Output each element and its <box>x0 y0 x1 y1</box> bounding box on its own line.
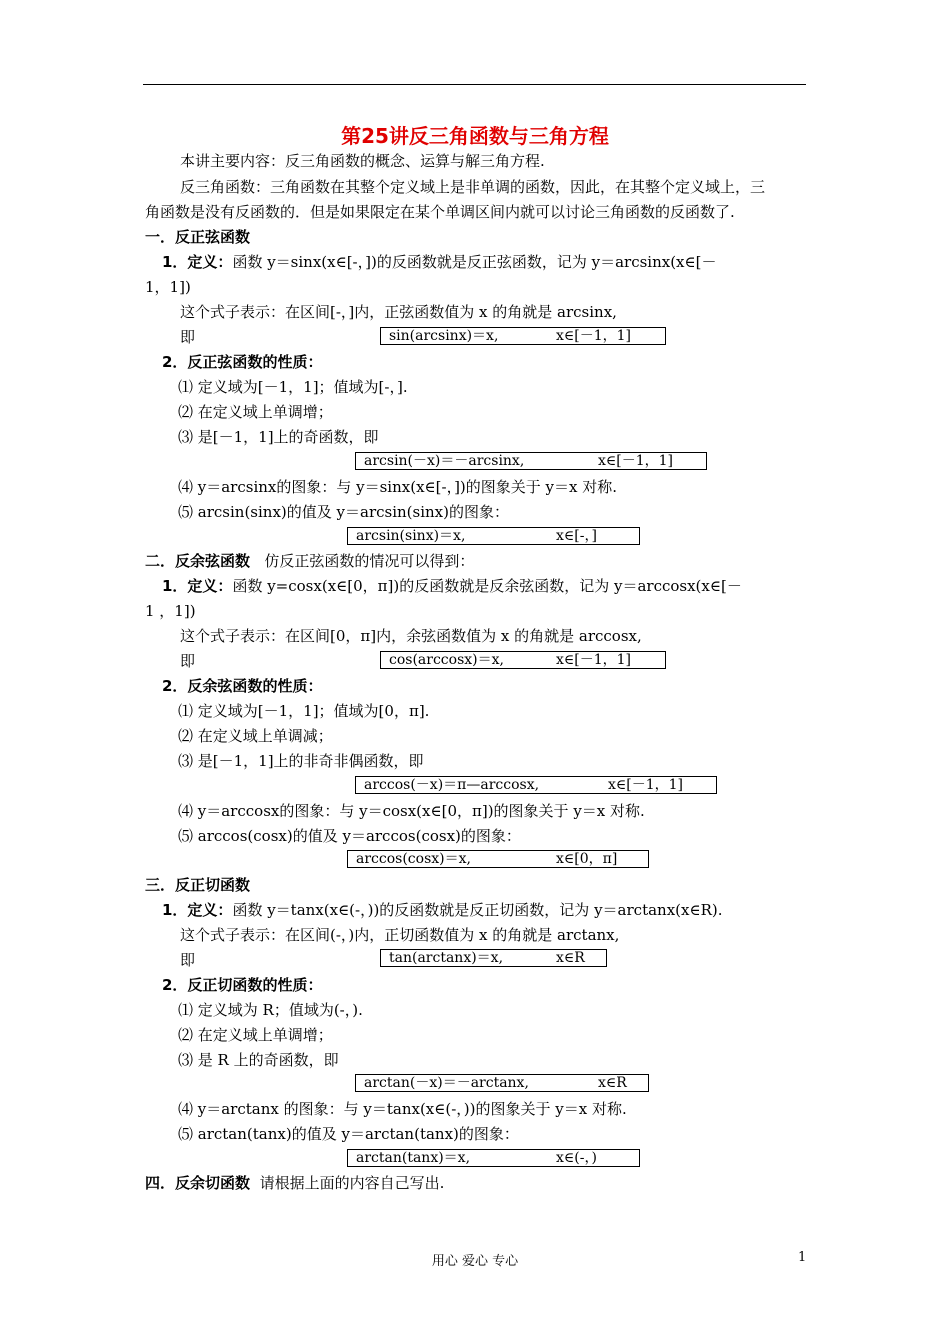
s3-definition <box>162 901 723 919</box>
s3-prop-1: ⑴ 定义域为 R；值域为(-，). <box>178 1001 363 1019</box>
s1-box1-domain: x∈[－1，1] <box>556 328 631 344</box>
s3-means: 这个式子表示：在区间(-，)内，正切函数值为 x 的角就是 arctanx, <box>180 926 620 944</box>
s3-box1-domain: x∈R <box>556 950 585 966</box>
s1-prop-3: ⑶ 是[－1，1]上的奇函数，即 <box>178 428 379 446</box>
intro-line-1: 反三角函数：三角函数在其整个定义域上是非单调的函数，因此，在其整个定义域上，三 <box>180 178 766 196</box>
s1-box2-formula: arcsin(－x)＝－arcsinx, <box>364 453 525 469</box>
s3-prop-4: ⑷ y＝arctanx 的图象：与 y＝tanx(x∈(-，))的图象关于 y＝x 对称. <box>178 1100 627 1118</box>
s3-prop-5: ⑸ arctan(tanx)的值及 y＝arctan(tanx)的图象： <box>178 1125 519 1143</box>
s1-box2-domain: x∈[－1，1] <box>598 453 673 469</box>
s1-prop-5: ⑸ arcsin(sinx)的值及 y＝arcsin(sinx)的图象： <box>178 503 509 521</box>
s2-def-cont: 1 ，1]) <box>145 602 196 620</box>
s3-box2-formula: arctan(－x)＝－arctanx, <box>364 1075 529 1091</box>
section-1-heading: 一．反正弦函数 <box>145 228 251 246</box>
s2-prop-3: ⑶ 是[－1，1]上的非奇非偶函数，即 <box>178 752 424 770</box>
intro-line-2: 角函数是没有反函数的．但是如果限定在某个单调区间内就可以讨论三角函数的反函数了. <box>145 203 735 221</box>
section-2-heading-line <box>145 552 474 570</box>
s3-ji: 即 <box>180 951 196 969</box>
section-2-heading: 二．反余弦函数 <box>145 552 251 570</box>
section-4-heading: 四．反余切函数 <box>145 1174 251 1192</box>
s1-means: 这个式子表示：在区间[-，]内，正弦函数值为 x 的角就是 arcsinx, <box>180 303 617 321</box>
s2-prop-5: ⑸ arccos(cosx)的值及 y＝arccos(cosx)的图象： <box>178 827 521 845</box>
s2-def-label: 1．定义： <box>162 577 233 595</box>
page-number: 1 <box>798 1250 807 1265</box>
s2-prop-1: ⑴ 定义域为[－1，1]；值域为[0，π]. <box>178 702 430 720</box>
s3-prop-2: ⑵ 在定义域上单调增； <box>178 1026 333 1044</box>
s3-def-label: 1．定义： <box>162 901 233 919</box>
s1-def-cont: 1，1]) <box>145 278 191 296</box>
s1-ji: 即 <box>180 328 196 346</box>
section-4-note: 请根据上面的内容自己写出. <box>259 1174 445 1192</box>
s3-box2-domain: x∈R <box>598 1075 627 1091</box>
intro-main-content: 本讲主要内容：反三角函数的概念、运算与解三角方程. <box>180 152 545 170</box>
s1-box3-domain: x∈[-，] <box>556 528 597 544</box>
s1-formula-box-2 <box>355 452 707 470</box>
s2-def-text: 函数 y=cosx(x∈[0，π])的反函数就是反余弦函数，记为 y＝arccosx(x∈[－ <box>232 577 742 595</box>
s2-formula-box-1 <box>380 651 666 669</box>
s2-ji: 即 <box>180 652 196 670</box>
section-4-line <box>145 1174 444 1192</box>
footer-motto: 用心 爱心 专心 <box>431 1254 519 1269</box>
s3-prop-3: ⑶ 是 R 上的奇函数，即 <box>178 1051 339 1069</box>
s3-box1-formula: tan(arctanx)＝x, <box>389 950 504 966</box>
s2-box1-formula: cos(arccosx)＝x, <box>389 652 504 668</box>
s3-formula-box-1 <box>380 949 607 967</box>
s1-formula-box-3 <box>347 527 640 545</box>
s1-prop-heading: 2．反正弦函数的性质： <box>162 353 323 371</box>
page-title: 第25讲反三角函数与三角方程 <box>341 124 609 148</box>
s2-formula-box-3 <box>347 850 649 868</box>
s2-prop-4: ⑷ y＝arccosx的图象：与 y＝cosx(x∈[0，π])的图象关于 y＝x 对称. <box>178 802 645 820</box>
s1-prop-4: ⑷ y＝arcsinx的图象：与 y＝sinx(x∈[-，])的图象关于 y＝x 对称. <box>178 478 618 496</box>
s1-box3-formula: arcsin(sinx)＝x, <box>356 528 466 544</box>
section-3-heading: 三．反正切函数 <box>145 876 251 894</box>
s1-definition <box>162 253 716 271</box>
s2-definition <box>162 577 742 595</box>
s2-box3-domain: x∈[0，π] <box>556 851 618 867</box>
s1-box1-formula: sin(arcsinx)＝x, <box>389 328 499 344</box>
s1-def-label: 1．定义： <box>162 253 233 271</box>
s2-box1-domain: x∈[－1，1] <box>556 652 631 668</box>
s1-prop-1: ⑴ 定义域为[－1，1]；值域为[-，]. <box>178 378 408 396</box>
s2-box2-domain: x∈[－1，1] <box>608 777 683 793</box>
s3-box3-domain: x∈(-，) <box>556 1150 597 1166</box>
s1-prop-2: ⑵ 在定义域上单调增； <box>178 403 333 421</box>
s3-def-text: 函数 y＝tanx(x∈(-，))的反函数就是反正切函数，记为 y＝arctanx(x∈R). <box>232 901 723 919</box>
s3-prop-heading: 2．反正切函数的性质： <box>162 976 323 994</box>
s3-formula-box-3 <box>347 1149 640 1167</box>
header-rule <box>143 84 806 85</box>
s2-means: 这个式子表示：在区间[0，π]内，余弦函数值为 x 的角就是 arccosx, <box>180 627 642 645</box>
s2-prop-2: ⑵ 在定义域上单调减； <box>178 727 333 745</box>
s3-formula-box-2 <box>355 1074 649 1092</box>
s2-box2-formula: arccos(－x)＝π—arccosx, <box>364 777 540 793</box>
s3-box3-formula: arctan(tanx)＝x, <box>356 1150 471 1166</box>
s2-box3-formula: arccos(cosx)＝x, <box>356 851 471 867</box>
s2-formula-box-2 <box>355 776 717 794</box>
s2-prop-heading: 2．反余弦函数的性质： <box>162 677 323 695</box>
s1-def-text: 函数 y＝sinx(x∈[-，])的反函数就是反正弦函数，记为 y＝arcsinx(x∈[－ <box>232 253 717 271</box>
section-2-heading-note: 仿反正弦函数的情况可以得到： <box>264 552 475 570</box>
s1-formula-box-1 <box>380 327 666 345</box>
